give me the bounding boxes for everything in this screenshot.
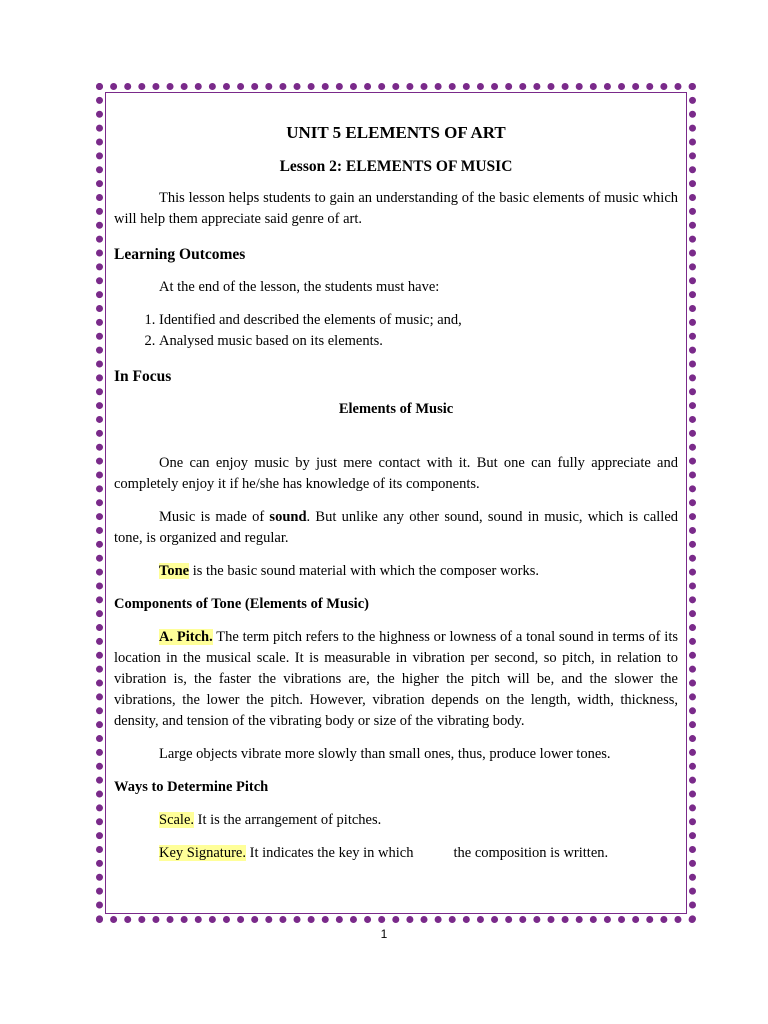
- elements-of-music-subheading: Elements of Music: [338, 401, 454, 417]
- enjoy-music-paragraph: One can enjoy music by just mere contact with it. But one can fully appreciate and completely enjoy it if he/she has knowledge of its components.: [114, 455, 678, 492]
- music-sound-paragraph: [114, 507, 678, 549]
- learning-outcomes-heading: Learning Outcomes: [114, 246, 246, 263]
- page-number: 1: [380, 927, 388, 941]
- tone-definition: is the basic sound material with which the composer works.: [189, 563, 540, 579]
- list-item: 1. Identified and described the elements of music; and,: [159, 310, 678, 331]
- scale-paragraph: [114, 810, 678, 831]
- document-body: [114, 118, 678, 876]
- music-sound-lead: Music is made of: [159, 509, 270, 525]
- key-signature-term: Key Signature.: [159, 845, 246, 861]
- in-focus-heading: In Focus: [114, 368, 172, 385]
- pitch-definition: The term pitch refers to the highness or lowness of a tonal sound in terms of its location in the musical scale. It is measurable in vibration per second, so pitch, in relation to vibration is, the faster the vibrations are, the higher the pitch will be, and the slower the vibrations, the lower the pitch. However, vibration depends on the length, width, thickness, density, and tension of the vibrating body or size of the vibrating body.: [114, 629, 679, 729]
- scale-definition: It is the arrangement of pitches.: [194, 812, 382, 828]
- key-signature-definition-a: It indicates the key in which: [245, 845, 414, 861]
- music-sound-rest: . But unlike any other sound, sound in music, which is called tone, is organized and regular.: [114, 509, 679, 546]
- sound-term: sound: [269, 509, 307, 525]
- key-signature-definition-b: the composition is written.: [453, 845, 609, 861]
- learning-outcomes-list: [114, 310, 678, 352]
- components-heading: Components of Tone (Elements of Music): [114, 596, 369, 612]
- intro-paragraph: This lesson helps students to gain an understanding of the basic elements of music which will help them appreciate said genre of art.: [114, 190, 678, 227]
- large-objects-paragraph: Large objects vibrate more slowly than small ones, thus, produce lower tones.: [159, 746, 611, 762]
- tone-term: Tone: [159, 563, 190, 579]
- pitch-term: A. Pitch.: [159, 629, 213, 645]
- list-item: 2. Analysed music based on its elements.: [159, 331, 678, 352]
- lesson-title: Lesson 2: ELEMENTS OF MUSIC: [279, 158, 513, 175]
- pitch-paragraph: [114, 627, 678, 732]
- ways-pitch-heading: Ways to Determine Pitch: [114, 779, 269, 795]
- learning-outcomes-lead: At the end of the lesson, the students must have:: [159, 279, 440, 295]
- tone-definition-paragraph: [114, 561, 678, 582]
- unit-title: UNIT 5 ELEMENTS OF ART: [286, 123, 506, 142]
- key-signature-paragraph: [114, 843, 678, 864]
- scale-term: Scale.: [159, 812, 195, 828]
